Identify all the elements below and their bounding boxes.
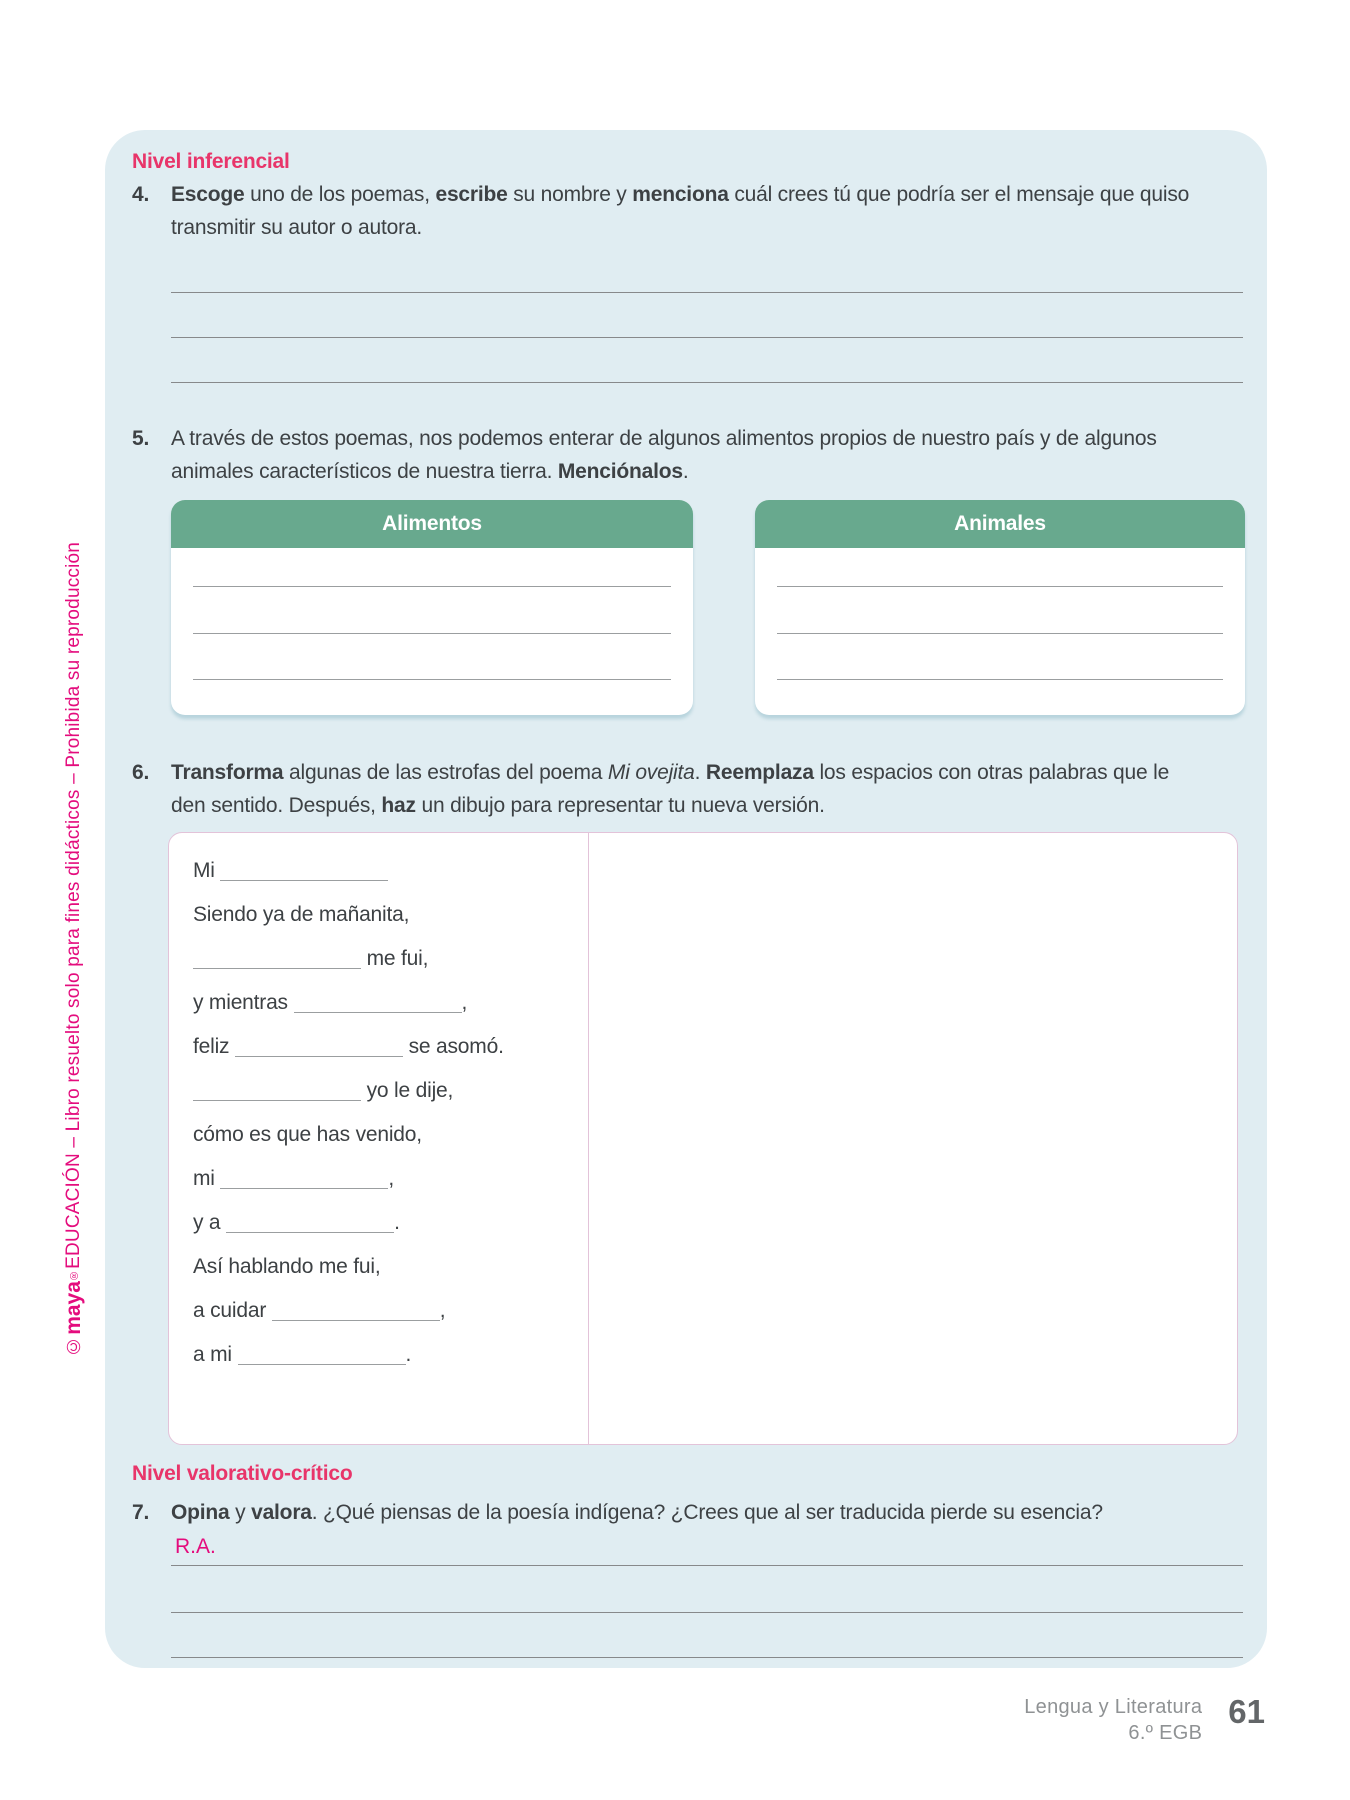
bold-verb: Reemplaza [705,761,814,784]
copyright-symbol: © [63,1334,84,1356]
poem-text: cómo es que has venido, [193,1123,422,1146]
poem-text: a cuidar [193,1299,272,1322]
poem-text: Así hablando me fui, [193,1255,381,1278]
poem-text: a mi [193,1343,238,1366]
footer-subject-title: Lengua y Literatura [1024,1696,1203,1718]
poem-line [193,1079,572,1123]
fill-in-blank-line [193,1079,361,1101]
bold-verb: Menciónalos [557,460,683,483]
answer-line [171,292,1243,293]
fill-in-blank-line [226,1211,394,1233]
poem-text: Siendo ya de mañanita, [193,903,410,926]
answer-line [193,633,671,634]
fill-in-blank-line [220,1167,388,1189]
question-6-number: 6. [132,761,150,784]
poem-line [193,947,572,991]
registered-trademark-icon: ® [68,1268,80,1282]
poem-title: Mi ovejita [607,761,695,784]
poem-text: . [394,1211,400,1234]
question-5 [132,422,1243,488]
question-4-text: Escoge uno de los poemas, escribe su nombre y menciona cuál crees tú que podría ser el mensaje que quiso transmitir su autor o autora. [171,183,1190,239]
question-7-text: Opina y valora. ¿Qué piensas de la poesía indígena? ¿Crees que al ser traducida pierde su esencia? [171,1501,1103,1524]
poem-column [169,833,589,1444]
bold-verb: Opina [171,1501,230,1524]
question-7 [132,1496,1243,1529]
poem-text: Mi [193,859,221,882]
bold-verb: haz [381,794,416,817]
poem-line [193,1255,572,1299]
copyright-text: EDUCACIÓN – Libro resuelto solo para fines didácticos – Prohibida su reproducción [63,541,84,1269]
poem-line [193,1123,572,1167]
bold-verb: valora [251,1501,312,1524]
poem-text: feliz [193,1035,235,1058]
poem-text: , [461,991,468,1014]
poem-text: yo le dije, [361,1079,454,1102]
poem-text: y a [193,1211,227,1234]
food-table-body [171,548,693,715]
answer-line [171,382,1243,383]
section-heading-inferencial: Nivel inferencial [132,150,290,173]
answer-line [777,679,1223,680]
fill-in-blank-line [294,991,462,1013]
sidebar-copyright-notice [62,426,86,1356]
poem-line [193,859,572,903]
poem-text: me fui, [361,947,429,970]
answer-line [777,586,1223,587]
question-6-text: Transforma algunas de las estrofas del poema Mi ovejita. Reemplaza los espacios con otras palabras que le den sentido. Después, haz un dibujo para representar tu nueva versión. [171,761,1170,817]
poem-text: . [405,1343,412,1366]
food-table [171,500,693,715]
poem-and-drawing-box [168,832,1238,1445]
answer-line [193,586,671,587]
answer-line [777,633,1223,634]
fill-in-blank-line [272,1299,440,1321]
page-number: 61 [1228,1693,1265,1730]
footer-grade: 6.º EGB [1128,1722,1203,1744]
footer-subject [1024,1694,1202,1746]
bold-verb: Escoge [171,183,245,206]
animals-table-header: Animales [755,500,1245,548]
exercise-panel [105,130,1267,1668]
question-5-text: A través de estos poemas, nos podemos enterar de algunos alimentos propios de nuestro país y de algunos animales característicos de nuestra tierra. Menciónalos. [171,427,1157,483]
section-heading-critico: Nivel valorativo-crítico [132,1462,353,1485]
question-4 [132,178,1243,244]
poem-text: se asomó. [402,1035,504,1058]
poem-line [193,1211,572,1255]
drawing-area [590,833,1237,1444]
answer-line [171,337,1243,338]
question-5-number: 5. [132,427,150,450]
publisher-logo: maya [62,1281,85,1335]
question-4-number: 4. [132,183,150,206]
bold-verb: menciona [632,183,729,206]
fill-in-blank-line [220,859,388,881]
poem-line [193,903,572,947]
animals-table [755,500,1245,715]
answer-line [193,679,671,680]
poem-line [193,991,572,1035]
poem-line [193,1299,572,1343]
answer-key-label: R.A. [175,1535,216,1558]
answer-line [171,1612,1243,1613]
food-table-header: Alimentos [171,500,693,548]
fill-in-blank-line [238,1343,406,1365]
fill-in-blank-line [193,947,361,969]
bold-verb: escribe [435,183,508,206]
bold-verb: Transforma [171,761,284,784]
page-footer [1024,1694,1265,1746]
poem-line [193,1035,572,1079]
poem-text: mi [193,1167,221,1190]
poem-text: , [388,1167,395,1190]
answer-line [171,1657,1243,1658]
question-7-number: 7. [132,1501,150,1524]
animals-table-body [755,548,1245,715]
poem-text: y mientras [193,991,294,1014]
fill-in-blank-line [235,1035,403,1057]
question-6 [132,756,1243,822]
answer-line [171,1565,1243,1566]
poem-line [193,1343,572,1387]
poem-text: , [439,1299,446,1322]
poem-line [193,1167,572,1211]
